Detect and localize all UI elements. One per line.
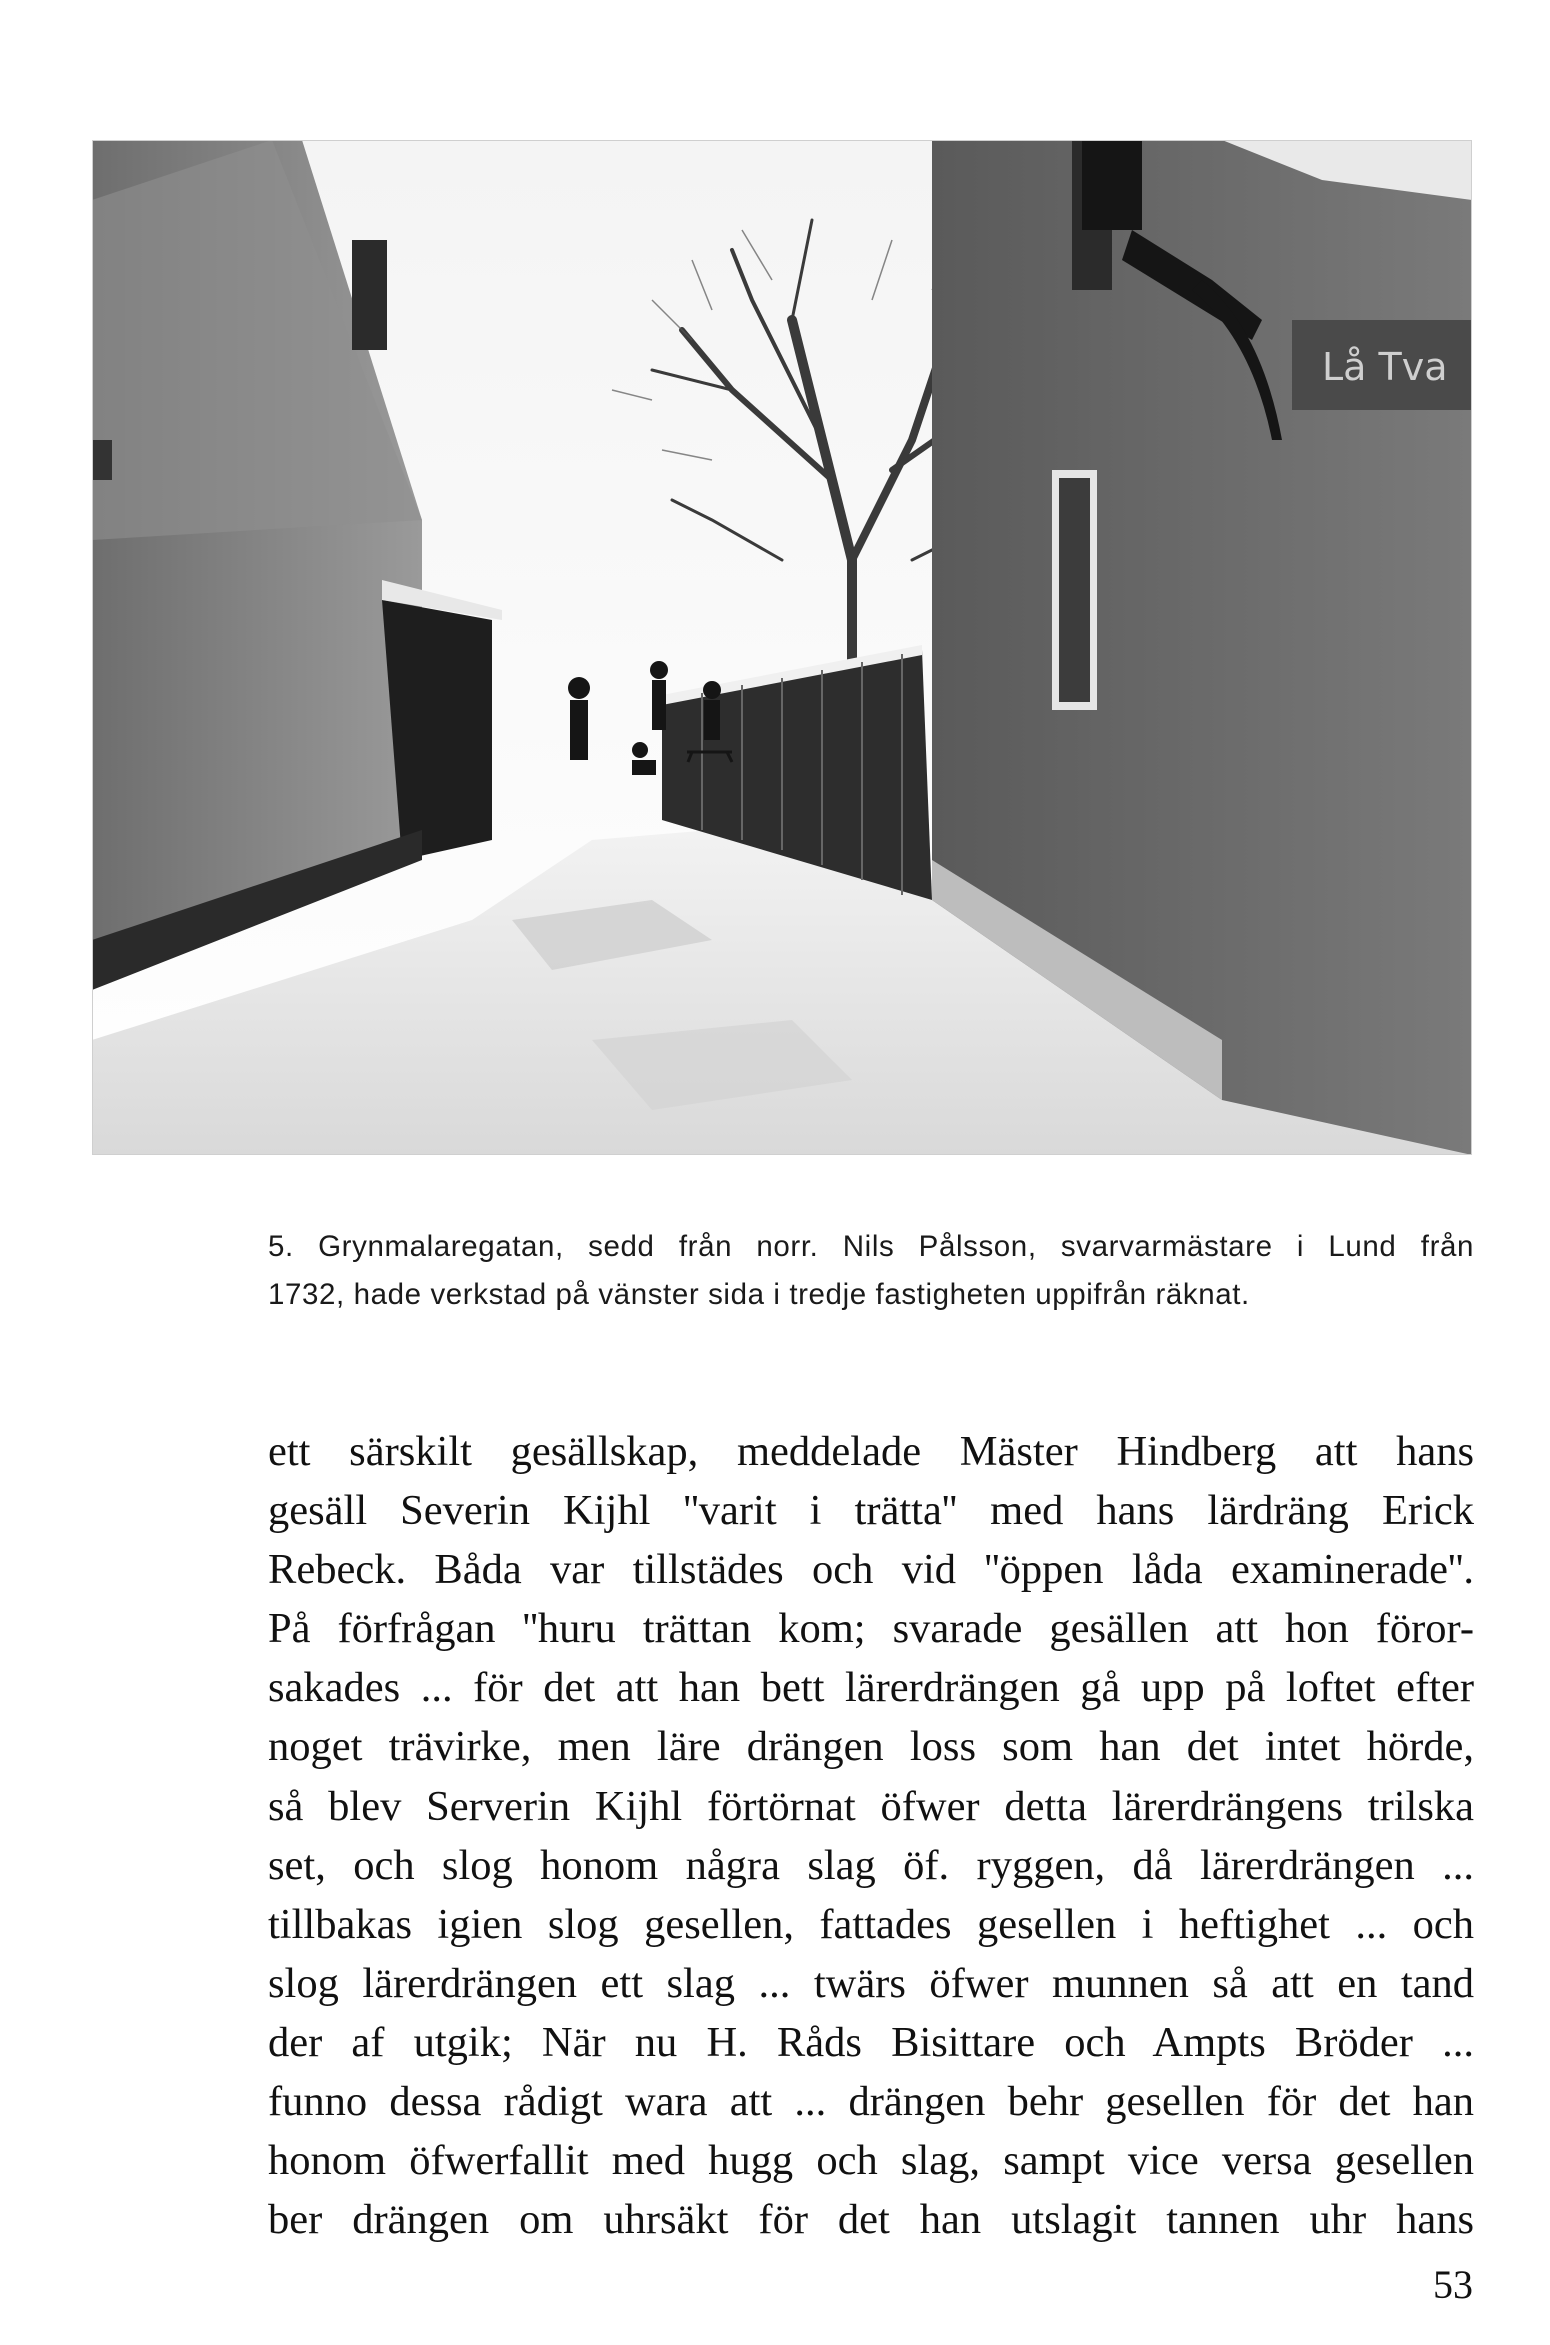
body-line: set, och slog honom några slag öf. ryggen, då lärerdrängen ... xyxy=(268,1841,1474,1889)
body-line: Rebeck. Båda var tillstädes och vid ''öppen låda examinerade''. xyxy=(268,1546,1474,1594)
street-photo-icon xyxy=(92,140,1472,1155)
body-line: så blev Serverin Kijhl förtörnat öfwer detta lärerdrängens trilska xyxy=(268,1782,1474,1830)
body-line: honom öfwerfallit med hugg och slag, sampt vice versa gesellen xyxy=(268,2137,1474,2185)
body-line: noget trävirke, men läre drängen loss som han det intet hörde, xyxy=(268,1723,1474,1771)
caption-line: 5. Grynmalaregatan, sedd från norr. Nils Pålsson, svarvarmästare i Lund från xyxy=(268,1230,1474,1263)
body-line: funno dessa rådigt wara att ... drängen behr gesellen för det han xyxy=(268,2078,1474,2126)
body-line: ett särskilt gesällskap, meddelade Mäster Hindberg att hans xyxy=(268,1428,1474,1475)
street-photograph xyxy=(92,140,1472,1155)
body-line: der af utgik; När nu H. Råds Bisittare och Ampts Bröder ... xyxy=(268,2018,1474,2066)
body-line: ber drängen om uhrsäkt för det han utslagit tannen uhr hans xyxy=(268,2196,1474,2244)
body-line: tillbakas igien slog gesellen, fattades gesellen i heftighet ... och xyxy=(268,1900,1474,1948)
body-line: gesäll Severin Kijhl ''varit i trätta'' med hans lärdräng Erick xyxy=(268,1487,1474,1535)
body-line: slog lärerdrängen ett slag ... twärs öfwer munnen så att en tand xyxy=(268,1959,1474,2007)
body-line: sakades ... för det att han bett lärerdrängen gå upp på loftet efter xyxy=(268,1664,1474,1712)
body-paragraph xyxy=(268,1422,1474,2249)
caption-line: 1732, hade verkstad på vänster sida i tredje fastigheten uppifrån räknat. xyxy=(268,1278,1250,1311)
page-number: 53 xyxy=(1433,2262,1473,2307)
body-line: På förfrågan ''huru trättan kom; svarade gesällen att hon föror- xyxy=(268,1605,1474,1653)
photo-caption xyxy=(268,1223,1474,1319)
svg-text:Lå Tva: Lå Tva xyxy=(1322,345,1448,389)
